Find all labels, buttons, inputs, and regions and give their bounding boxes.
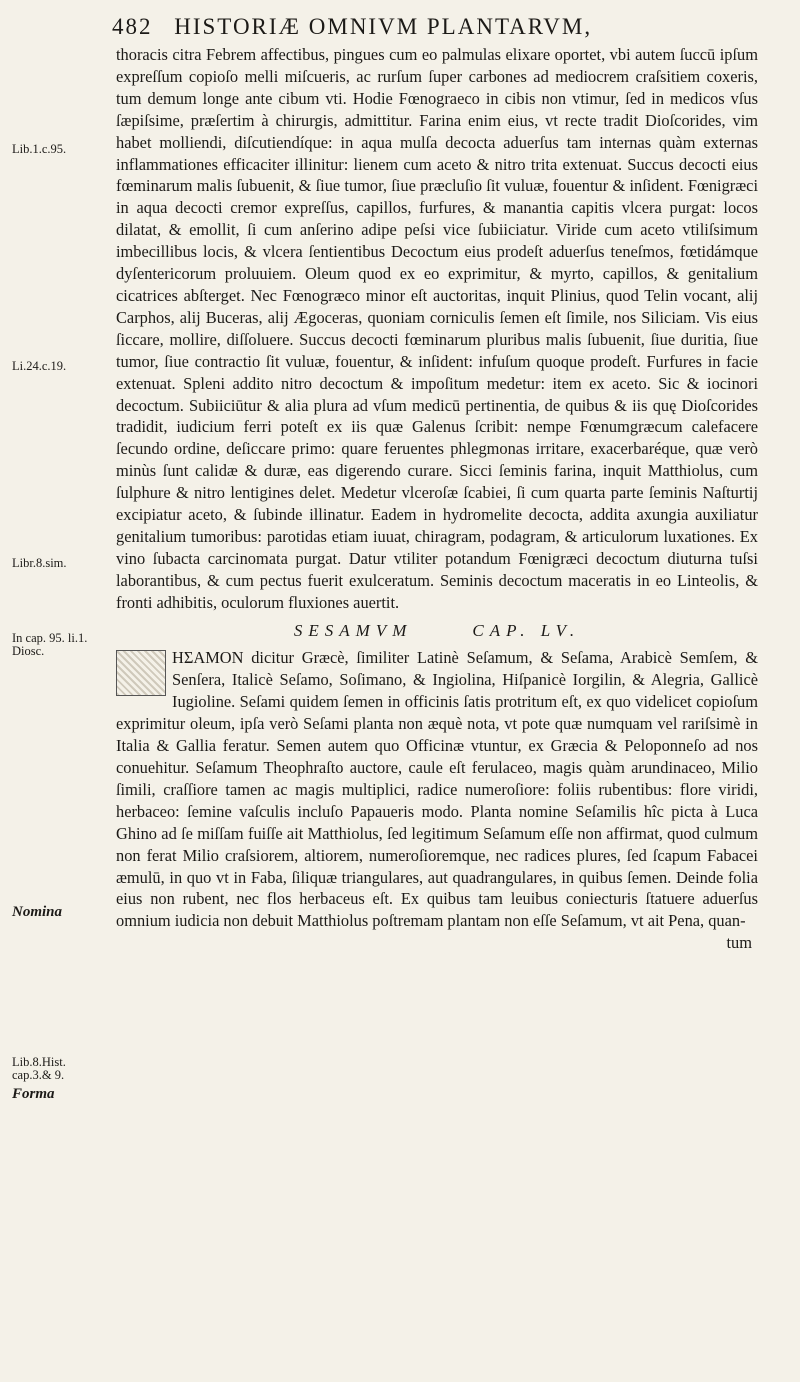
margin-note-nomina: Nomina (12, 904, 63, 920)
margin-note: Libr.8.sim. (12, 556, 67, 570)
paragraph-sesamum: ΗΣΑΜΟΝ dicitur Græcè, ſimiliter Latinè Seſamum, & Seſama, Arabicè Semſem, & Senſera, Italicè Seſamo, Soſimano, & Ingiolina, Hiſpanicè Iorgilin, & Alegria, Gallicè Iugioline. Seſami quidem ſemen in officinis ſatis protritum eſt, ex quo videlicet copioſum exprimitur oleum, ipſa verò Seſami planta non æquè nota, vt pote quæ numquam vel rariſsimè in Italia & Gallia feratur. Semen autem quo Officinæ vtuntur, ex Græcia & Peloponneſo ad nos conuehitur. Seſamum Theophraſto auctore, caule eſt ferulaceo, magis quàm arundinaceo, Milio ſimili, craſſiore tamen ac magis multiplici, radice numeroſiore: foliis rubentibus: flore viridi, herbaceo: ſemine vaſculis incluſo Papaueris modo. Planta nomine Seſamilis hîc picta à Luca Ghino ad ſe miſſam fuiſſe ait Matthiolus, ſed legitimum Seſamum eſſe non affirmat, quod culmum non ferat Milio craſsiorem, altiorem, numeroſioremque, nec radices plures, ſed ſcapum Fabacei æmulū, in quo vt in Faba, ſiliquæ triangulares, aut quadrangulares, in quibus ſemen. Deinde folia eius non rubent, nec flos herbaceus eſt. Ex quibus tam leuibus coniecturis ſtatuere aduerſus omnium iudicia non debuit Matthiolus poſtremam plantam non eſſe Seſamum, vt ait Pena, quan- (116, 648, 758, 931)
chapter-title: SESAMVM (293, 620, 413, 640)
chapter-number: CAP. LV. (472, 620, 581, 640)
running-header (112, 14, 752, 44)
margin-note-forma: Forma (12, 1086, 55, 1102)
margin-note: Li.24.c.19. (12, 359, 67, 373)
ornamental-initial (116, 650, 166, 696)
running-title: HISTORIÆ OMNIVM PLANTARVM, (174, 14, 593, 39)
margin-note: Lib.1.c.95. (12, 142, 67, 156)
catchword: tum (726, 933, 752, 953)
margin-note: In cap. 95. li.1. Diosc. (12, 631, 88, 658)
main-text (116, 44, 758, 954)
margin-note: Lib.8.Hist. cap.3.& 9. (12, 1055, 66, 1082)
paragraph-foenum-graecum: thoracis citra Febrem affectibus, pingues cum eo palmulas elixare oportet, vbi autem ſuccū ipſum expreſſum copioſo melli miſcueris, ac rurſum ſuper carbones ad mediocrem craſsitiem coxeris, tum demum longe ante cibum vti. Hodie Fœnograeco in cibis non vtimur, ſed in medicos vſus ſæpiſsime, præſertim à chirurgis, admittitur. Farina enim eius, vt recte tradit Dioſcorides, vim habet molliendi, diſcutiendíque: in aqua mulſa decocta aduerſus tam internas quàm externas inflammationes efficaciter illinitur: lienem cum aceto & nitro trita extenuat. Succus decocti eius fœminarum malis ſubuenit, & ſiue tumor, ſiue præcluſio ſit vuluæ, fouentur & inſident. Fœnigræci in aqua decocti cremor expreſſus, capillos, furfures, & manantia capitis vlcera purgat: locos dilatat, & emollit, ſi cum anſerino adipe peſsi vice ſubiiciatur. Viride cum aceto vtiliſsimum imbecillibus locis, & vlcera ſentientibus Decoctum eius prodeſt aduerſus teneſmos, fœtidámque dyſentericorum proluuiem. Oleum quod ex eo exprimitur, & myrto, capillos, & genitalium cicatrices abſterget. Nec Fœnogræco minor eſt auctoritas, inquit Plinius, quod Telin vocant, alij Carphos, alij Buceras, alij Ægoceras, quoniam corniculis ſemen eſt ſimile, nos Siliciam. Vis eius ſiccare, mollire, diſſoluere. Succus decocti fœminarum pluribus malis ſubuenit, ſiue duritia, ſiue tumor, ſiue contractio ſit vuluæ, fouentur, & inſident: infuſum quoque prodeſt. Furfures in facie extenuat. Spleni addito nitro decoctum & impoſitum medetur: item ex aceto. Sic & iocinori decoctum. Subiiciūtur & alia plura ad vſum medicū pertinentia, de quibus & iis quę Dioſcorides tradidit, iudicium ferri poteſt ex iis quæ Galenus ſcribit: nempe Fœnumgræcum calefacere ſecundo ordine, deſiccare primo: quare feruentes phlegmonas irritare, exacerbaréque, quæ verò minùs ſunt calidæ & duræ, eas digerendo curare. Sicci ſeminis farina, inquit Matthiolus, cum ſulphure & nitro lentigines delet. Medetur vlceroſæ ſcabiei, ſi cum quarta parte ſeminis Naſturtij excipiatur aceto, & ſubinde illinatur. Eadem in hydromelite decocta, addita axungia auxiliatur genitalium tumoribus: parotidas etiam iuuat, chiragram, podagram, & articulorum luxationes. Ex vino ſubacta carcinomata purgat. Datur vtiliter potandum Fœnigræci decoctum diuturna tuſsi laborantibus, & cum pectus fuerit exulceratum. Seminis decoctum maceratis in eo Linteolis, & fronti adhibitis, oculorum fluxiones auertit. (116, 45, 758, 612)
page-number: 482 (112, 14, 153, 39)
chapter-heading (116, 620, 758, 642)
